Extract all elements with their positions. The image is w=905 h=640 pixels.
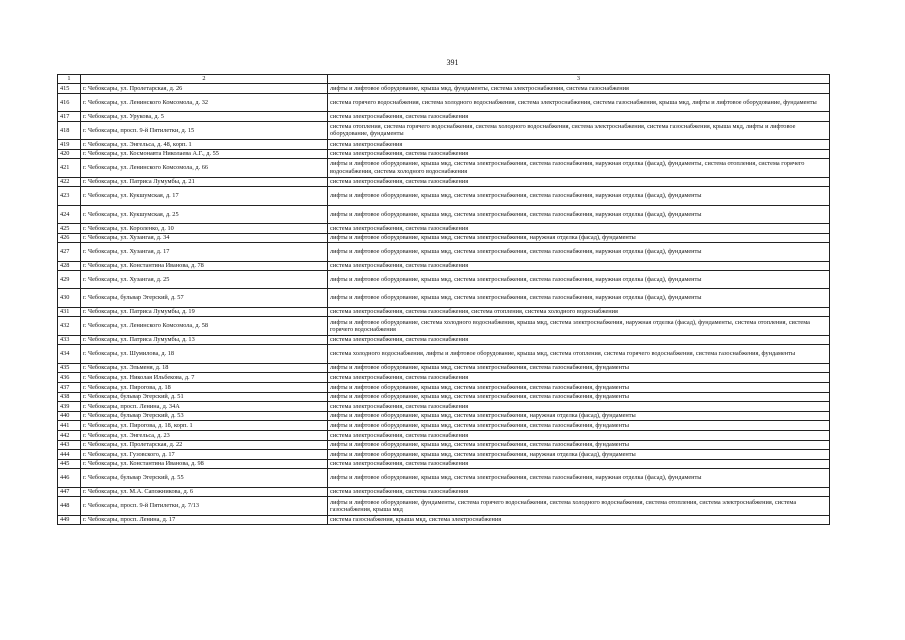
table-row [58,383,830,393]
row-number: 435 [58,363,81,373]
table-row [58,139,830,149]
row-address: г. Чебоксары, просп. Ленина, д. 34А [81,402,328,412]
row-works: лифты и лифтовое оборудование, крыша мкд, система электроснабжения, наружная отделка (фасад), фундаменты [328,411,830,421]
row-address: г. Чебоксары, просп. Ленина, д. 17 [81,515,328,525]
table-row [58,205,830,223]
table-row [58,440,830,450]
row-number: 448 [58,497,81,515]
row-works: лифты и лифтовое оборудование, крыша мкд, система электроснабжения, система газоснабжения, фундаменты [328,363,830,373]
row-works: система горячего водоснабжения, система холодного водоснабжения, система электроснабжения, система газоснабжения, крыша мкд, лифты и лифтовое оборудование, фундаменты [328,93,830,111]
row-number: 419 [58,139,81,149]
row-works: лифты и лифтовое оборудование, крыша мкд, система электроснабжения, система газоснабжения, наружная отделка (фасад), фундаменты, система отопления, система горячего водоснабжения, система холодного водоснабжения [328,159,830,177]
table-row [58,317,830,335]
row-address: г. Чебоксары, ул. Пирогова, д. 18 [81,383,328,393]
header-col-number: 1 [58,75,81,84]
row-works: система электроснабжения, система газоснабжения [328,335,830,345]
table-row [58,121,830,139]
row-address: г. Чебоксары, ул. Шумилова, д. 18 [81,345,328,363]
row-number: 426 [58,233,81,243]
table-row [58,149,830,159]
row-number: 446 [58,469,81,487]
row-works: система электроснабжения, система газоснабжения [328,261,830,271]
row-address: г. Чебоксары, ул. Ленинского Комсомола, д. 58 [81,317,328,335]
row-works: лифты и лифтовое оборудование, фундаменты, система горячего водоснабжения, система холодного водоснабжения, система отопления, система электроснабжения, система газоснабжения, крыша мкд [328,497,830,515]
row-number: 449 [58,515,81,525]
row-number: 432 [58,317,81,335]
row-number: 423 [58,187,81,205]
row-works: лифты и лифтовое оборудование, крыша мкд, система электроснабжения, наружная отделка (фасад), фундаменты [328,233,830,243]
row-number: 444 [58,450,81,460]
row-address: г. Чебоксары, ул. Короленко, д. 10 [81,223,328,233]
row-address: г. Чебоксары, ул. Хузангая, д. 17 [81,243,328,261]
header-col-works: 3 [328,75,830,84]
table-row [58,223,830,233]
housing-register-table [57,74,830,525]
row-number: 422 [58,177,81,187]
row-works: лифты и лифтовое оборудование, крыша мкд, система электроснабжения, система газоснабжения, наружная отделка (фасад), фундаменты [328,187,830,205]
row-works: лифты и лифтовое оборудование, крыша мкд, система электроснабжения, система газоснабжения, наружная отделка (фасад), фундаменты [328,271,830,289]
row-number: 417 [58,111,81,121]
row-works: система отопления, система горячего водоснабжения, система холодного водоснабжения, система электроснабжения, система газоснабжения, крыша мкд, лифты и лифтовое оборудование, фундаменты [328,121,830,139]
row-works: система электроснабжения, система газоснабжения, система отопления, система холодного водоснабжения [328,307,830,317]
row-works: лифты и лифтовое оборудование, крыша мкд, система электроснабжения, система газоснабжения, наружная отделка (фасад), фундаменты [328,205,830,223]
row-works: лифты и лифтовое оборудование, крыша мкд, система электроснабжения, система газоснабжения, наружная отделка (фасад), фундаменты [328,469,830,487]
table-row [58,159,830,177]
row-works: система электроснабжения, система газоснабжения [328,487,830,497]
row-address: г. Чебоксары, ул. Урукова, д. 5 [81,111,328,121]
row-works: система электроснабжения [328,139,830,149]
row-works: лифты и лифтовое оборудование, крыша мкд, система электроснабжения, система газоснабжения, фундаменты [328,421,830,431]
row-works: система электроснабжения, система газоснабжения [328,402,830,412]
row-number: 420 [58,149,81,159]
row-works: лифты и лифтовое оборудование, крыша мкд, система электроснабжения, система газоснабжения, фундаменты [328,392,830,402]
table-row [58,335,830,345]
row-number: 441 [58,421,81,431]
row-number: 415 [58,84,81,94]
table-row [58,261,830,271]
row-address: г. Чебоксары, ул. Пирогова, д. 18, корп. 1 [81,421,328,431]
table-row [58,421,830,431]
row-number: 434 [58,345,81,363]
table-row [58,187,830,205]
page-number: 391 [446,58,459,67]
row-address: г. Чебоксары, ул. Кукшумская, д. 25 [81,205,328,223]
row-number: 428 [58,261,81,271]
row-works: система холодного водоснабжения, лифты и лифтовое оборудование, крыша мкд, система отопления, система горячего водоснабжения, система газоснабжения, фундаменты [328,345,830,363]
row-address: г. Чебоксары, ул. М.А. Сапожникова, д. 6 [81,487,328,497]
row-works: лифты и лифтовое оборудование, крыша мкд, система электроснабжения, система газоснабжения, наружная отделка (фасад), фундаменты [328,289,830,307]
table-row [58,497,830,515]
row-address: г. Чебоксары, ул. Энгельса, д. 48, корп. 1 [81,139,328,149]
row-address: г. Чебоксары, ул. Кукшумская, д. 17 [81,187,328,205]
row-works: система электроснабжения, система газоснабжения [328,223,830,233]
row-number: 440 [58,411,81,421]
row-address: г. Чебоксары, ул. Константина Иванова, д. 78 [81,261,328,271]
table-row [58,84,830,94]
row-number: 436 [58,373,81,383]
row-address: г. Чебоксары, ул. Константина Иванова, д. 98 [81,459,328,469]
table-row [58,233,830,243]
table-row [58,307,830,317]
row-address: г. Чебоксары, просп. 9-й Пятилетки, д. 7/13 [81,497,328,515]
table-row [58,363,830,373]
row-address: г. Чебоксары, ул. Ленинского Комсомола, д. 32 [81,93,328,111]
row-address: г. Чебоксары, бульвар Эгерский, д. 57 [81,289,328,307]
row-number: 437 [58,383,81,393]
row-address: г. Чебоксары, ул. Пролетарская, д. 22 [81,440,328,450]
row-number: 429 [58,271,81,289]
table-row [58,459,830,469]
table-row [58,289,830,307]
table-row [58,243,830,261]
table-row [58,431,830,441]
row-works: лифты и лифтовое оборудование, крыша мкд, система электроснабжения, система газоснабжения, наружная отделка (фасад), фундаменты [328,243,830,261]
row-works: система электроснабжения, система газоснабжения [328,373,830,383]
row-address: г. Чебоксары, ул. Хузангая, д. 34 [81,233,328,243]
row-address: г. Чебоксары, просп. 9-й Пятилетки, д. 15 [81,121,328,139]
table-row [58,93,830,111]
table-row [58,411,830,421]
row-address: г. Чебоксары, ул. Гузовского, д. 17 [81,450,328,460]
row-number: 416 [58,93,81,111]
table-row [58,450,830,460]
row-works: лифты и лифтовое оборудование, крыша мкд, фундаменты, система электроснабжения, система газоснабжения [328,84,830,94]
row-address: г. Чебоксары, ул. Ленинского Комсомола, д. 66 [81,159,328,177]
row-number: 421 [58,159,81,177]
row-address: г. Чебоксары, ул. Николая Ильбекова, д. 7 [81,373,328,383]
row-address: г. Чебоксары, ул. Космонавта Николаева А.Г., д. 55 [81,149,328,159]
row-works: система электроснабжения, система газоснабжения [328,459,830,469]
row-number: 445 [58,459,81,469]
table-row [58,487,830,497]
row-address: г. Чебоксары, ул. Патриса Лумумбы, д. 13 [81,335,328,345]
table-row [58,111,830,121]
row-works: лифты и лифтовое оборудование, крыша мкд, система электроснабжения, система газоснабжения, фундаменты [328,440,830,450]
table-row [58,469,830,487]
row-number: 447 [58,487,81,497]
row-works: лифты и лифтовое оборудование, крыша мкд, система электроснабжения, наружная отделка (фасад), фундаменты [328,450,830,460]
row-number: 427 [58,243,81,261]
row-works: лифты и лифтовое оборудование, система холодного водоснабжения, крыша мкд, система электроснабжения, наружная отделка (фасад), фундаменты, система отопления, система горячего водоснабжения [328,317,830,335]
row-number: 425 [58,223,81,233]
row-number: 418 [58,121,81,139]
row-number: 438 [58,392,81,402]
row-number: 442 [58,431,81,441]
row-address: г. Чебоксары, ул. Энгельса, д. 23 [81,431,328,441]
row-number: 439 [58,402,81,412]
table-row [58,345,830,363]
header-col-address: 2 [81,75,328,84]
row-number: 431 [58,307,81,317]
table-row [58,402,830,412]
table-header-row [58,75,830,84]
row-address: г. Чебоксары, ул. Эльменя, д. 18 [81,363,328,373]
row-address: г. Чебоксары, ул. Пролетарская, д. 26 [81,84,328,94]
table-row [58,373,830,383]
row-works: система газоснабжения, крыша мкд, система электроснабжения [328,515,830,525]
row-works: система электроснабжения, система газоснабжения [328,111,830,121]
row-address: г. Чебоксары, бульвар Эгерский, д. 53 [81,411,328,421]
row-address: г. Чебоксары, ул. Патриса Лумумбы, д. 21 [81,177,328,187]
table-row [58,515,830,525]
table-row [58,392,830,402]
row-number: 430 [58,289,81,307]
row-number: 424 [58,205,81,223]
row-works: система электроснабжения, система газоснабжения [328,177,830,187]
row-works: лифты и лифтовое оборудование, крыша мкд, система электроснабжения, система газоснабжения, фундаменты [328,383,830,393]
table-row [58,271,830,289]
row-address: г. Чебоксары, ул. Хузангая, д. 25 [81,271,328,289]
row-works: система электроснабжения, система газоснабжения [328,149,830,159]
row-works: система электроснабжения, система газоснабжения [328,431,830,441]
row-number: 433 [58,335,81,345]
row-address: г. Чебоксары, бульвар Эгерский, д. 51 [81,392,328,402]
table-row [58,177,830,187]
row-address: г. Чебоксары, бульвар Эгерский, д. 55 [81,469,328,487]
row-number: 443 [58,440,81,450]
row-address: г. Чебоксары, ул. Патриса Лумумбы, д. 19 [81,307,328,317]
